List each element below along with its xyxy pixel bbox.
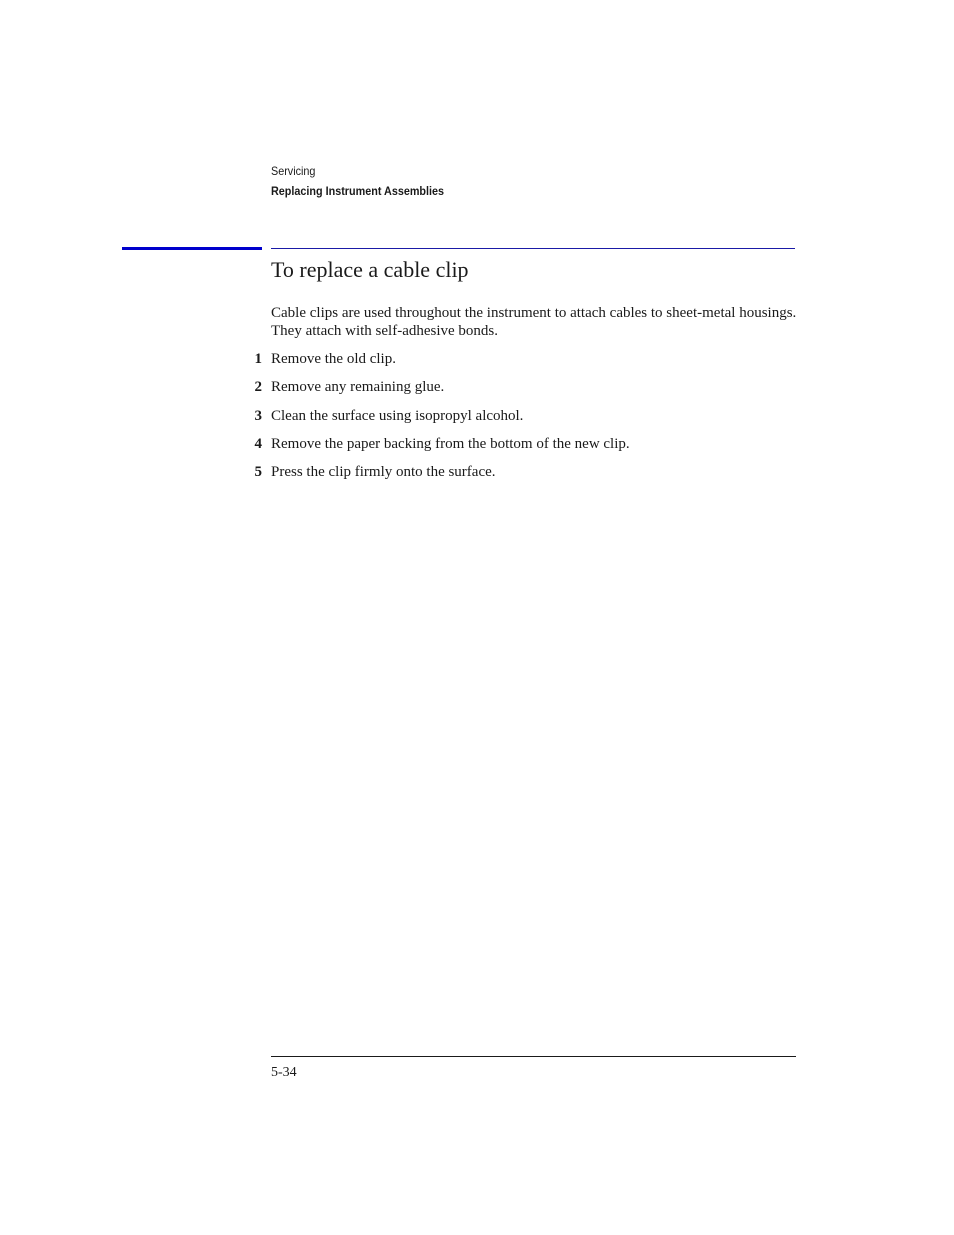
footer-rule [271,1056,796,1057]
step-number: 3 [254,407,262,424]
step-text: Press the clip firmly onto the surface. [271,464,496,481]
step-number: 4 [254,435,262,452]
intro-paragraph: Cable clips are used throughout the instrument to attach cables to sheet-metal housings. They attach with self-adhesive bonds. [271,305,797,339]
step-item [244,435,630,463]
step-text: Remove any remaining glue. [271,379,445,396]
step-number: 1 [254,351,262,367]
page-title: To replace a cable clip [271,257,469,282]
step-number: 2 [254,379,262,396]
title-rule [271,248,795,249]
accent-rule [122,247,262,250]
step-item [244,463,630,491]
running-header [271,161,444,201]
header-subsection: Replacing Instrument Assemblies [271,184,445,198]
step-item [244,407,630,435]
step-number: 5 [254,464,262,481]
step-text: Remove the paper backing from the bottom of the new clip. [271,435,630,452]
procedure-steps [244,350,630,491]
step-text: Remove the old clip. [271,351,396,367]
step-item [244,350,630,378]
step-item [244,378,630,406]
header-section: Servicing [271,164,316,178]
step-text: Clean the surface using isopropyl alcohol. [271,407,524,424]
page-number: 5-34 [271,1065,297,1080]
